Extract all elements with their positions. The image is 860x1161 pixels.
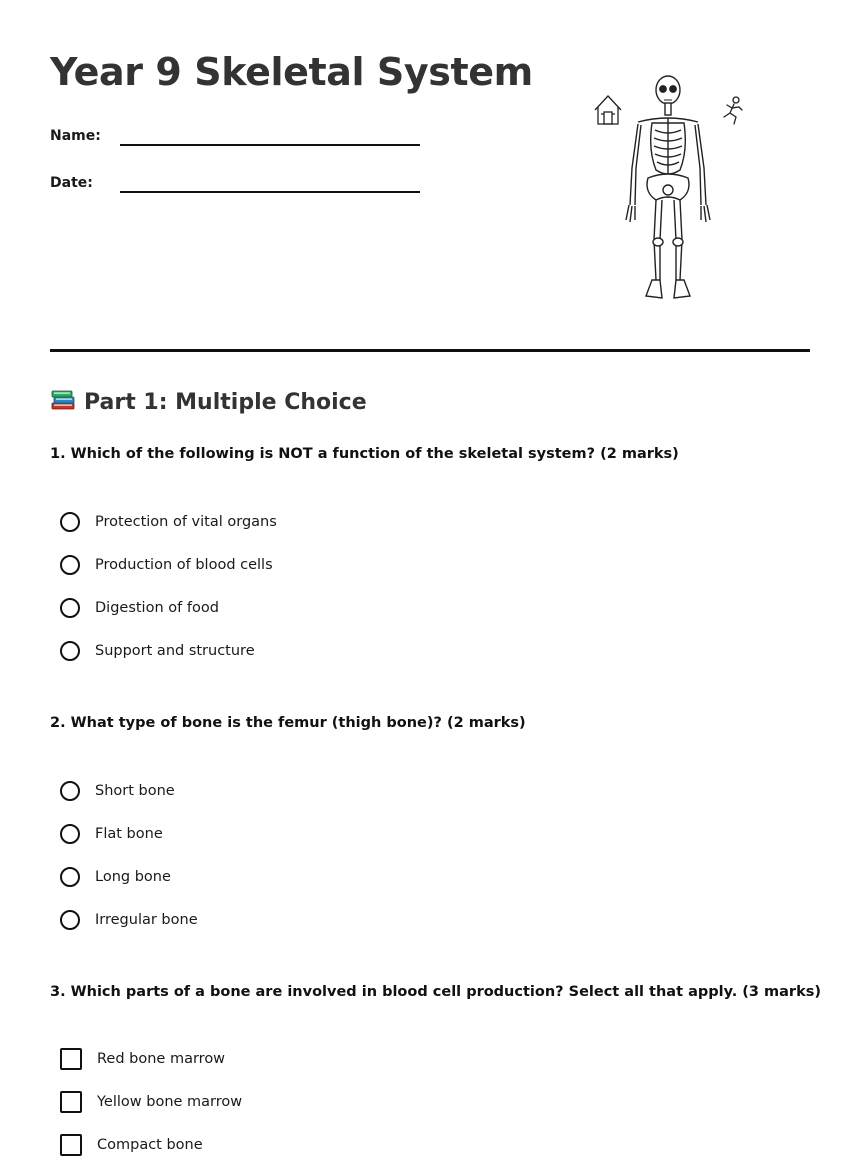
q2-option[interactable] bbox=[60, 864, 171, 890]
q1-option[interactable] bbox=[60, 509, 277, 535]
house-icon bbox=[595, 96, 621, 124]
skeleton-figure bbox=[626, 76, 710, 298]
radio-button[interactable] bbox=[60, 512, 80, 532]
q1-option[interactable] bbox=[60, 552, 273, 578]
q3-option[interactable] bbox=[60, 1046, 225, 1072]
date-input-line[interactable] bbox=[120, 167, 420, 193]
name-field-row bbox=[50, 120, 430, 150]
question-2: 2. What type of bone is the femur (thigh bone)? (2 marks) bbox=[50, 715, 526, 731]
part1-heading-text: Part 1: Multiple Choice bbox=[84, 390, 367, 415]
date-field-row bbox=[50, 167, 430, 197]
books-icon bbox=[50, 388, 76, 418]
option-label: Short bone bbox=[95, 783, 175, 799]
page-title: Year 9 Skeletal System bbox=[50, 50, 533, 94]
option-label: Protection of vital organs bbox=[95, 514, 277, 530]
q3-option[interactable] bbox=[60, 1089, 242, 1115]
date-label: Date: bbox=[50, 175, 93, 191]
option-label: Red bone marrow bbox=[97, 1051, 226, 1067]
q2-option[interactable] bbox=[60, 907, 198, 933]
q1-option[interactable] bbox=[60, 638, 255, 664]
option-label: Yellow bone marrow bbox=[97, 1094, 243, 1110]
q2-option[interactable] bbox=[60, 778, 175, 804]
radio-button[interactable] bbox=[60, 910, 80, 930]
checkbox[interactable] bbox=[60, 1134, 82, 1156]
option-label: Long bone bbox=[95, 869, 171, 885]
question-3: 3. Which parts of a bone are involved in blood cell production? Select all that apply. (3 marks) bbox=[50, 984, 821, 1000]
checkbox[interactable] bbox=[60, 1091, 82, 1113]
radio-button[interactable] bbox=[60, 641, 80, 661]
checkbox[interactable] bbox=[60, 1048, 82, 1070]
q2-option[interactable] bbox=[60, 821, 163, 847]
radio-button[interactable] bbox=[60, 824, 80, 844]
running-person-icon bbox=[724, 97, 742, 124]
question-1: 1. Which of the following is NOT a function of the skeletal system? (2 marks) bbox=[50, 446, 679, 462]
name-input-line[interactable] bbox=[120, 120, 420, 146]
option-label: Irregular bone bbox=[95, 912, 198, 928]
q3-option[interactable] bbox=[60, 1132, 203, 1158]
radio-button[interactable] bbox=[60, 867, 80, 887]
radio-button[interactable] bbox=[60, 555, 80, 575]
name-label: Name: bbox=[50, 128, 101, 144]
option-label: Digestion of food bbox=[95, 600, 219, 616]
radio-button[interactable] bbox=[60, 781, 80, 801]
option-label: Flat bone bbox=[95, 826, 163, 842]
part1-heading bbox=[50, 388, 367, 418]
option-label: Support and structure bbox=[95, 643, 255, 659]
skeleton-illustration bbox=[590, 70, 760, 315]
radio-button[interactable] bbox=[60, 598, 80, 618]
q1-option[interactable] bbox=[60, 595, 219, 621]
option-label: Compact bone bbox=[97, 1137, 203, 1153]
option-label: Production of blood cells bbox=[95, 557, 273, 573]
section-divider bbox=[50, 349, 810, 352]
